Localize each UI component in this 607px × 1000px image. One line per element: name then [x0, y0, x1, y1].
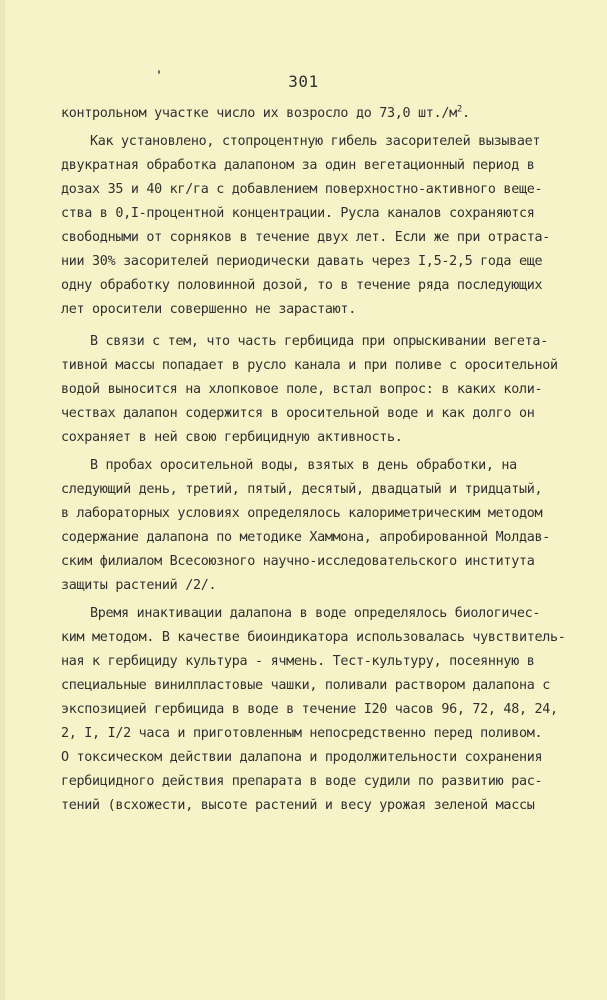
text-line-7: нии 30% засорителей периодически давать через I,5-2,5 года еще	[61, 254, 543, 269]
page-edge	[0, 0, 5, 1000]
text-line-15: В пробах оросительной воды, взятых в день обработки, на	[90, 458, 517, 473]
text-line-9: лет оросители совершенно не зарастают.	[61, 302, 356, 317]
text-line-26: 2, I, I/2 часа и приготовленным непосредственно перед поливом.	[61, 726, 543, 741]
text-line-23: ная к гербициду культура - ячмень. Тест-культуру, посеянную в	[61, 654, 535, 669]
text-line-3: двукратная обработка далапоном за один вегетационный период в	[61, 158, 535, 173]
text-line-4: дозах 35 и 40 кг/га с добавлением поверхностно-активного веще-	[61, 182, 543, 197]
text-line-14: сохраняет в ней свою гербицидную активность.	[61, 430, 403, 445]
text-line-25: экспозицией гербицида в воде в течение I20 часов 96, 72, 48, 24,	[61, 702, 558, 717]
text-line-27: О токсическом действии далапона и продолжительности сохранения	[61, 750, 543, 765]
text-line-13: чествах далапон содержится в оросительной воде и как долго он	[61, 406, 535, 421]
text-line-12: водой выносится на хлопковое поле, встал вопрос: в каких коли-	[61, 382, 543, 397]
text-line-29: тений (всхожести, высоте растений и весу урожая зеленой массы	[61, 798, 535, 813]
text-line-28: гербицидного действия препарата в воде судили по развитию рас-	[61, 774, 543, 789]
text-line-5: ства в 0,I-процентной концентрации. Русла каналов сохраняются	[61, 206, 535, 221]
text-line-10: В связи с тем, что часть гербицида при опрыскивании вегета-	[90, 334, 548, 349]
text-line-21: Время инактивации далапона в воде определялось биологичес-	[90, 606, 541, 621]
text-line-16: следующий день, третий, пятый, десятый, двадцатый и тридцатый,	[61, 482, 543, 497]
text-line-20: защиты растений /2/.	[61, 578, 217, 593]
text-line-18: содержание далапона по методике Хаммона, апробированной Молдав-	[61, 530, 550, 545]
text-line-24: специальные винилпластовые чашки, поливали раствором далапона с	[61, 678, 550, 693]
page-number: 301	[288, 72, 319, 91]
text-line-8: одну обработку половинной дозой, то в течение ряда последующих	[61, 278, 543, 293]
text-line-6: свободными от сорняков в течение двух лет. Если же при отраста-	[61, 230, 550, 245]
text-line-22: ким методом. В качестве биоиндикатора использовалась чувствитель-	[61, 630, 566, 645]
text-line-17: в лабораторных условиях определялось калориметрическим методом	[61, 506, 543, 521]
text-line-1: контрольном участке число их возросло до 73,0 $шт./м^2$.	[61, 104, 470, 121]
text-line-11: тивной массы попадает в русло канала и при поливе с оросительной	[61, 358, 558, 373]
superscript: 2	[456, 104, 462, 115]
text-line-2: Как установлено, стопроцентную гибель засорителей вызывает	[90, 134, 541, 149]
text-line-19: ским филиалом Всесоюзного научно-исследовательского института	[61, 554, 535, 569]
